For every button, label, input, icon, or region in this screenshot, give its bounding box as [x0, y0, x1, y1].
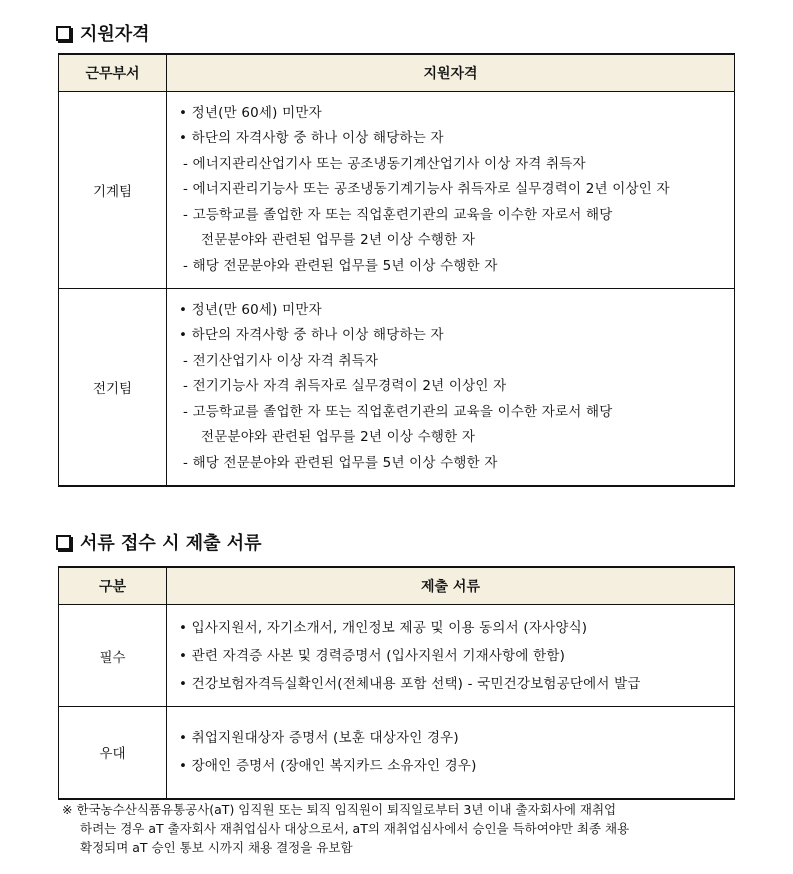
list-item: - 해당 전문분야와 관련된 업무를 5년 이상 수행한 자 — [183, 454, 498, 471]
checkbox-square-icon — [56, 535, 71, 550]
list-item: - 고등학교를 졸업한 자 또는 직업훈련기관의 교육을 이수한 자로서 해당 — [183, 403, 613, 420]
category-cell: 우대 — [59, 707, 167, 799]
list-item: • 건강보험자격득실확인서(전체내용 포함 선택) - 국민건강보험공단에서 발급 — [179, 675, 641, 692]
list-item: - 전기산업기사 이상 자격 취득자 — [183, 352, 379, 369]
footnote-line: ※ 한국농수산식품유통공사(aT) 임직원 또는 퇴직 임직원이 퇴직일로부터 3년 이내 출자회사에 재취업 — [62, 802, 617, 817]
table-header-row — [59, 567, 735, 605]
header-qualifications: 지원자격 — [167, 54, 735, 92]
header-department: 근무부서 — [59, 54, 167, 92]
list-item: • 입사지원서, 자기소개서, 개인정보 제공 및 이용 동의서 (자사양식) — [179, 619, 588, 636]
list-item: - 에너지관리기능사 또는 공조냉동기계기능사 취득자로 실무경력이 2년 이상인 자 — [183, 181, 670, 198]
document-list — [167, 605, 735, 707]
list-item: • 하단의 자격사항 중 하나 이상 해당하는 자 — [179, 327, 444, 343]
table-row — [59, 92, 735, 289]
list-item: 전문분야와 관련된 업무를 2년 이상 수행한 자 — [201, 429, 476, 445]
list-item: • 하단의 자격사항 중 하나 이상 해당하는 자 — [179, 130, 444, 147]
list-item: • 정년(만 60세) 미만자 — [179, 301, 322, 318]
qualifications-table — [58, 53, 735, 487]
table-header-row — [59, 54, 735, 92]
list-item: • 정년(만 60세) 미만자 — [179, 104, 322, 121]
list-item: - 전기기능사 자격 취득자로 실무경력이 2년 이상인 자 — [183, 378, 507, 394]
category-cell: 필수 — [59, 605, 167, 707]
qualification-list — [167, 92, 735, 289]
section-title-text: 서류 접수 시 제출 서류 — [80, 533, 262, 554]
document-list — [167, 707, 735, 799]
list-item: • 장애인 증명서 (장애인 복지카드 소유자인 경우) — [179, 758, 477, 775]
table-row — [59, 707, 735, 799]
list-item: - 해당 전문분야와 관련된 업무를 5년 이상 수행한 자 — [183, 257, 498, 274]
checkbox-square-icon — [56, 26, 71, 41]
list-item: 전문분야와 관련된 업무를 2년 이상 수행한 자 — [201, 232, 476, 249]
list-item: - 고등학교를 졸업한 자 또는 직업훈련기관의 교육을 이수한 자로서 해당 — [183, 206, 613, 223]
footnote — [62, 800, 629, 857]
qualification-list — [167, 289, 735, 486]
list-item: • 관련 자격증 사본 및 경력증명서 (입사지원서 기재사항에 한함) — [179, 647, 566, 664]
header-documents: 제출 서류 — [167, 567, 735, 605]
header-category: 구분 — [59, 567, 167, 605]
list-item: - 에너지관리산업기사 또는 공조냉동기계산업기사 이상 자격 취득자 — [183, 155, 586, 172]
table-row — [59, 289, 735, 486]
footnote-line: 확정되며 aT 승인 통보 시까지 채용 결정을 유보함 — [80, 840, 353, 855]
list-item: • 취업지원대상자 증명서 (보훈 대상자인 경우) — [179, 730, 459, 747]
department-cell: 전기팀 — [59, 289, 167, 486]
documents-table — [58, 566, 735, 800]
section-title-text: 지원자격 — [80, 24, 150, 45]
table-row — [59, 605, 735, 707]
footnote-line: 하려는 경우 aT 출자회사 재취업심사 대상으로서, aT의 재취업심사에서 승인을 득하여야만 최종 채용 — [80, 821, 630, 836]
department-cell: 기계팀 — [59, 92, 167, 289]
section-title-documents — [56, 529, 262, 555]
section-title-qualifications — [56, 20, 150, 46]
